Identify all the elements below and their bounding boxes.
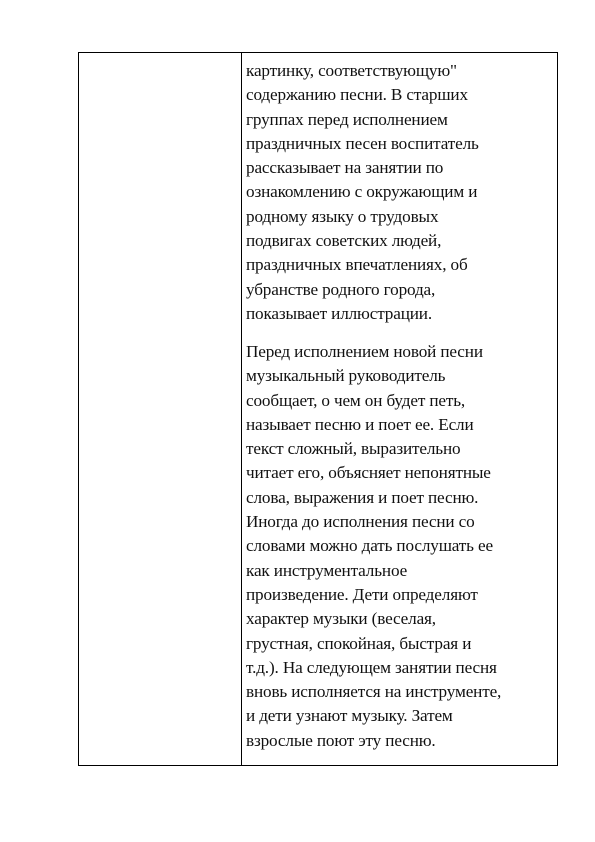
paragraph-new-song: Перед исполнением новой песни музыкальный руководитель сообщает, о чем он будет петь, называет песню и поет ее. Если текст сложный, выразительно читает его, объясняет непонятные слова, выражения и поет песню. Иногда до исполнения песни со словами можно дать послушать ее как инструментальное произведение. Дети определяют характер музыки (веселая, грустная, спокойная, быстрая и т.д.). На следующем занятии песня вновь исполняется на инструменте, и дети узнают музыку. Затем взрослые поют эту песню.: [246, 342, 502, 750]
table-cell-right: [242, 53, 559, 765]
document-table: [78, 52, 558, 766]
table-cell-left: [79, 53, 241, 765]
paragraph-illustrations: картинку, соответствующую" содержанию песни. В старших группах перед исполнением праздничных песен воспитатель рассказывает на занятии по ознакомлению с окружающим и родному языку о трудовых подвигах советских людей, праздничных впечатлениях, об убранстве родного города, показывает иллюстрации.: [246, 61, 479, 323]
